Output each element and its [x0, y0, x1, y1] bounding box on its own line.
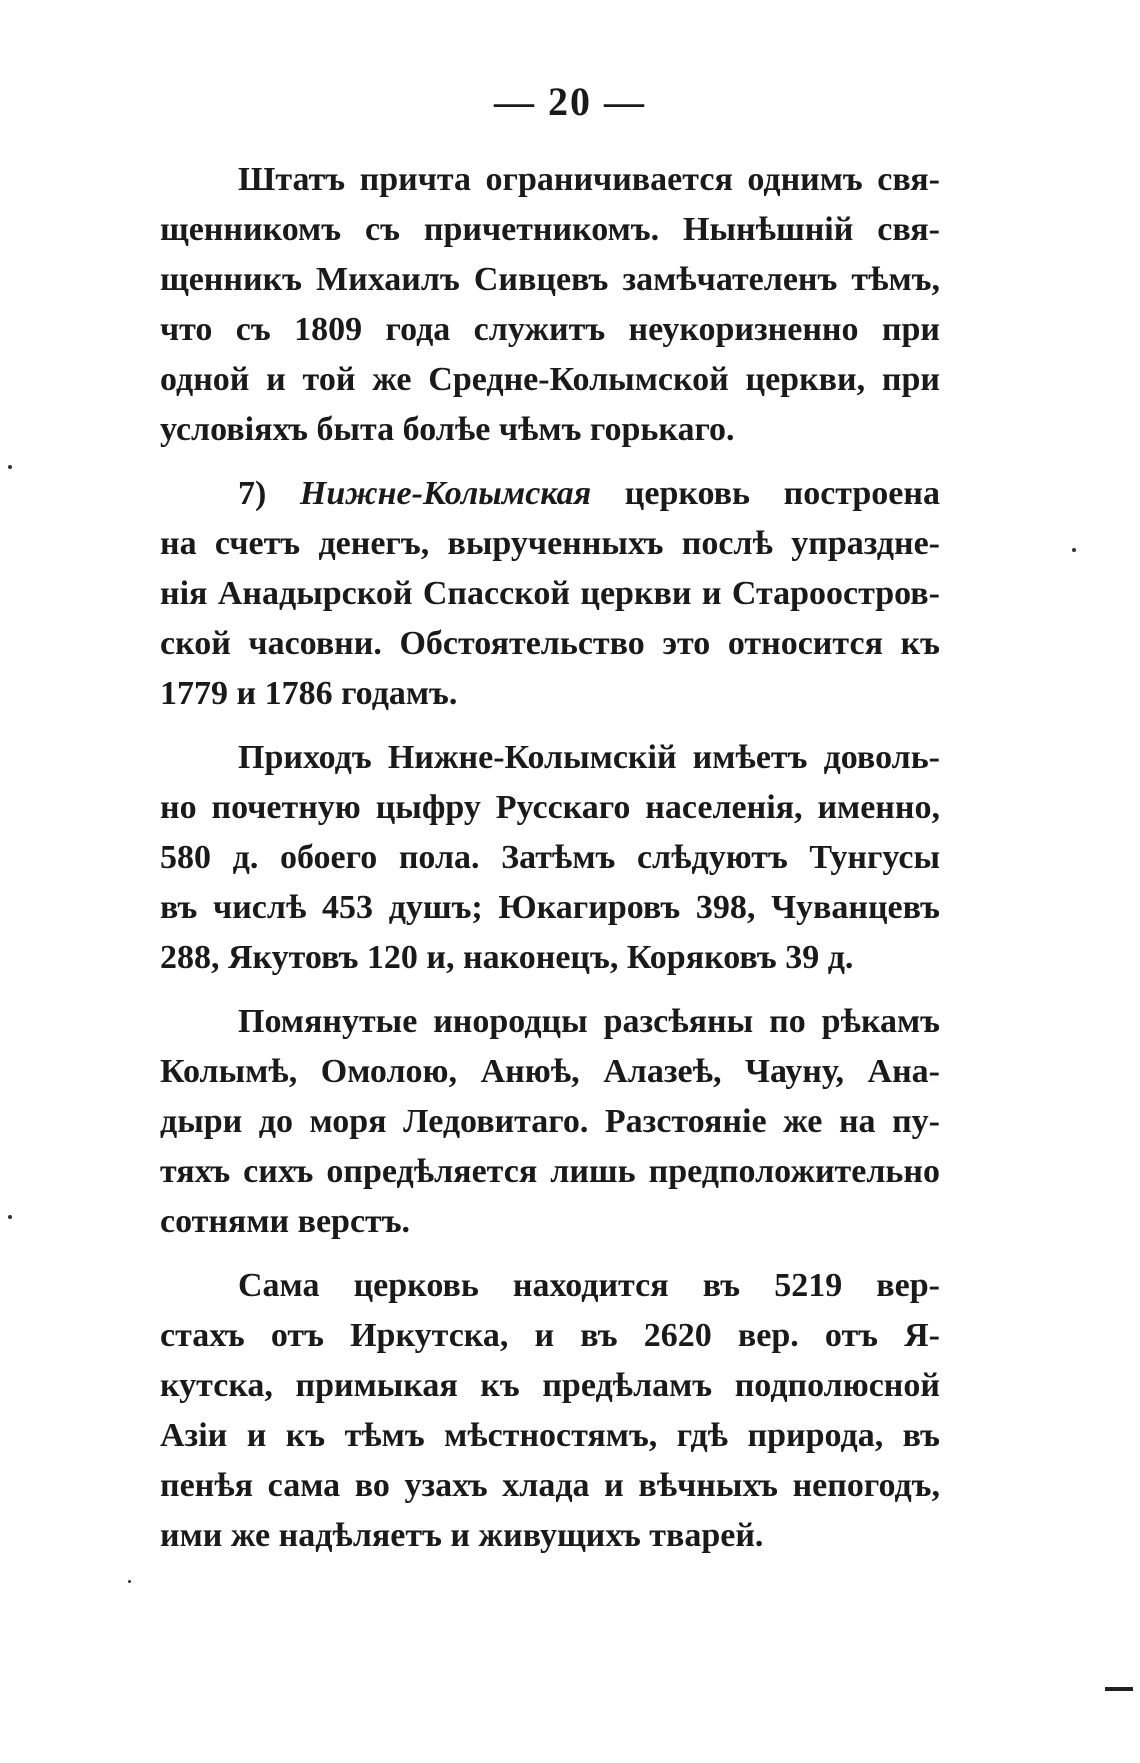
text-line: Помянутые инородцы разсѣяны по рѣкамъ — [238, 1003, 940, 1040]
church-name: Нижне-Колымская — [299, 475, 592, 512]
scan-speck — [1072, 548, 1076, 552]
text-line: 580 д. обоего пола. Затѣмъ слѣдуютъ Тунгусы — [160, 839, 940, 876]
text-line: 288, Якутовъ 120 и, наконецъ, Коряковъ 39 д. — [160, 939, 854, 976]
paragraph-4 — [160, 997, 940, 1247]
text-line: щенникъ Михаилъ Сивцевъ замѣчателенъ тѣмъ, — [160, 261, 940, 298]
text-line: тяхъ сихъ опредѣляется лишь предположительно — [160, 1153, 940, 1190]
text-line: одной и той же Средне-Колымской церкви, при — [160, 361, 940, 398]
item-number: 7) — [238, 475, 267, 512]
paragraph-2 — [160, 469, 940, 719]
text-line: нія Анадырской Спасской церкви и Староостров- — [160, 575, 940, 612]
text-line: ской часовни. Обстоятельство это относится къ — [160, 625, 940, 662]
scan-speck — [128, 1580, 131, 1583]
body-text — [160, 155, 940, 1561]
text-line: стахъ отъ Иркутска, и въ 2620 вер. отъ Я- — [160, 1317, 940, 1354]
text-line: ими же надѣляетъ и живущихъ тварей. — [160, 1517, 764, 1554]
text-line: щенникомъ съ причетникомъ. Нынѣшній свя- — [160, 211, 940, 248]
paragraph-5 — [160, 1261, 940, 1561]
paragraph-3 — [160, 733, 940, 983]
text-line: Приходъ Нижне-Колымскій имѣетъ доволь- — [238, 739, 940, 776]
scan-speck — [8, 1215, 12, 1219]
text-line — [160, 469, 940, 519]
text-line: Колымѣ, Омолою, Анюѣ, Алазеѣ, Чауну, Ана- — [160, 1053, 940, 1090]
scan-speck — [8, 465, 12, 469]
text-fragment: церковь построена — [624, 475, 940, 512]
text-line: но почетную цыфру Русскаго населенія, именно, — [160, 789, 940, 826]
page-number: — 20 — — [494, 79, 646, 124]
text-line: сотнями верстъ. — [160, 1203, 411, 1240]
text-line: на счетъ денегъ, вырученныхъ послѣ упраздне- — [160, 525, 940, 562]
text-line: Штатъ причта ограничивается однимъ свя- — [238, 161, 940, 198]
text-line: кутска, примыкая къ предѣламъ подполюсной — [160, 1367, 940, 1404]
text-line: условіяхъ быта болѣе чѣмъ горькаго. — [160, 411, 735, 448]
text-line: что съ 1809 года служитъ неукоризненно при — [160, 311, 940, 348]
text-line: въ числѣ 453 душъ; Юкагировъ 398, Чуванцевъ — [160, 889, 940, 926]
text-line: 1779 и 1786 годамъ. — [160, 675, 458, 712]
text-line: пенѣя сама во узахъ хлада и вѣчныхъ непогодъ, — [160, 1467, 940, 1504]
scan-edge-mark — [1105, 1687, 1133, 1691]
text-line: дыри до моря Ледовитаго. Разстояніе же на пу- — [160, 1103, 940, 1140]
paragraph-1 — [160, 155, 940, 455]
text-line: Сама церковь находится въ 5219 вер- — [238, 1267, 940, 1304]
text-line: Азіи и къ тѣмъ мѣстностямъ, гдѣ природа, въ — [160, 1417, 940, 1454]
